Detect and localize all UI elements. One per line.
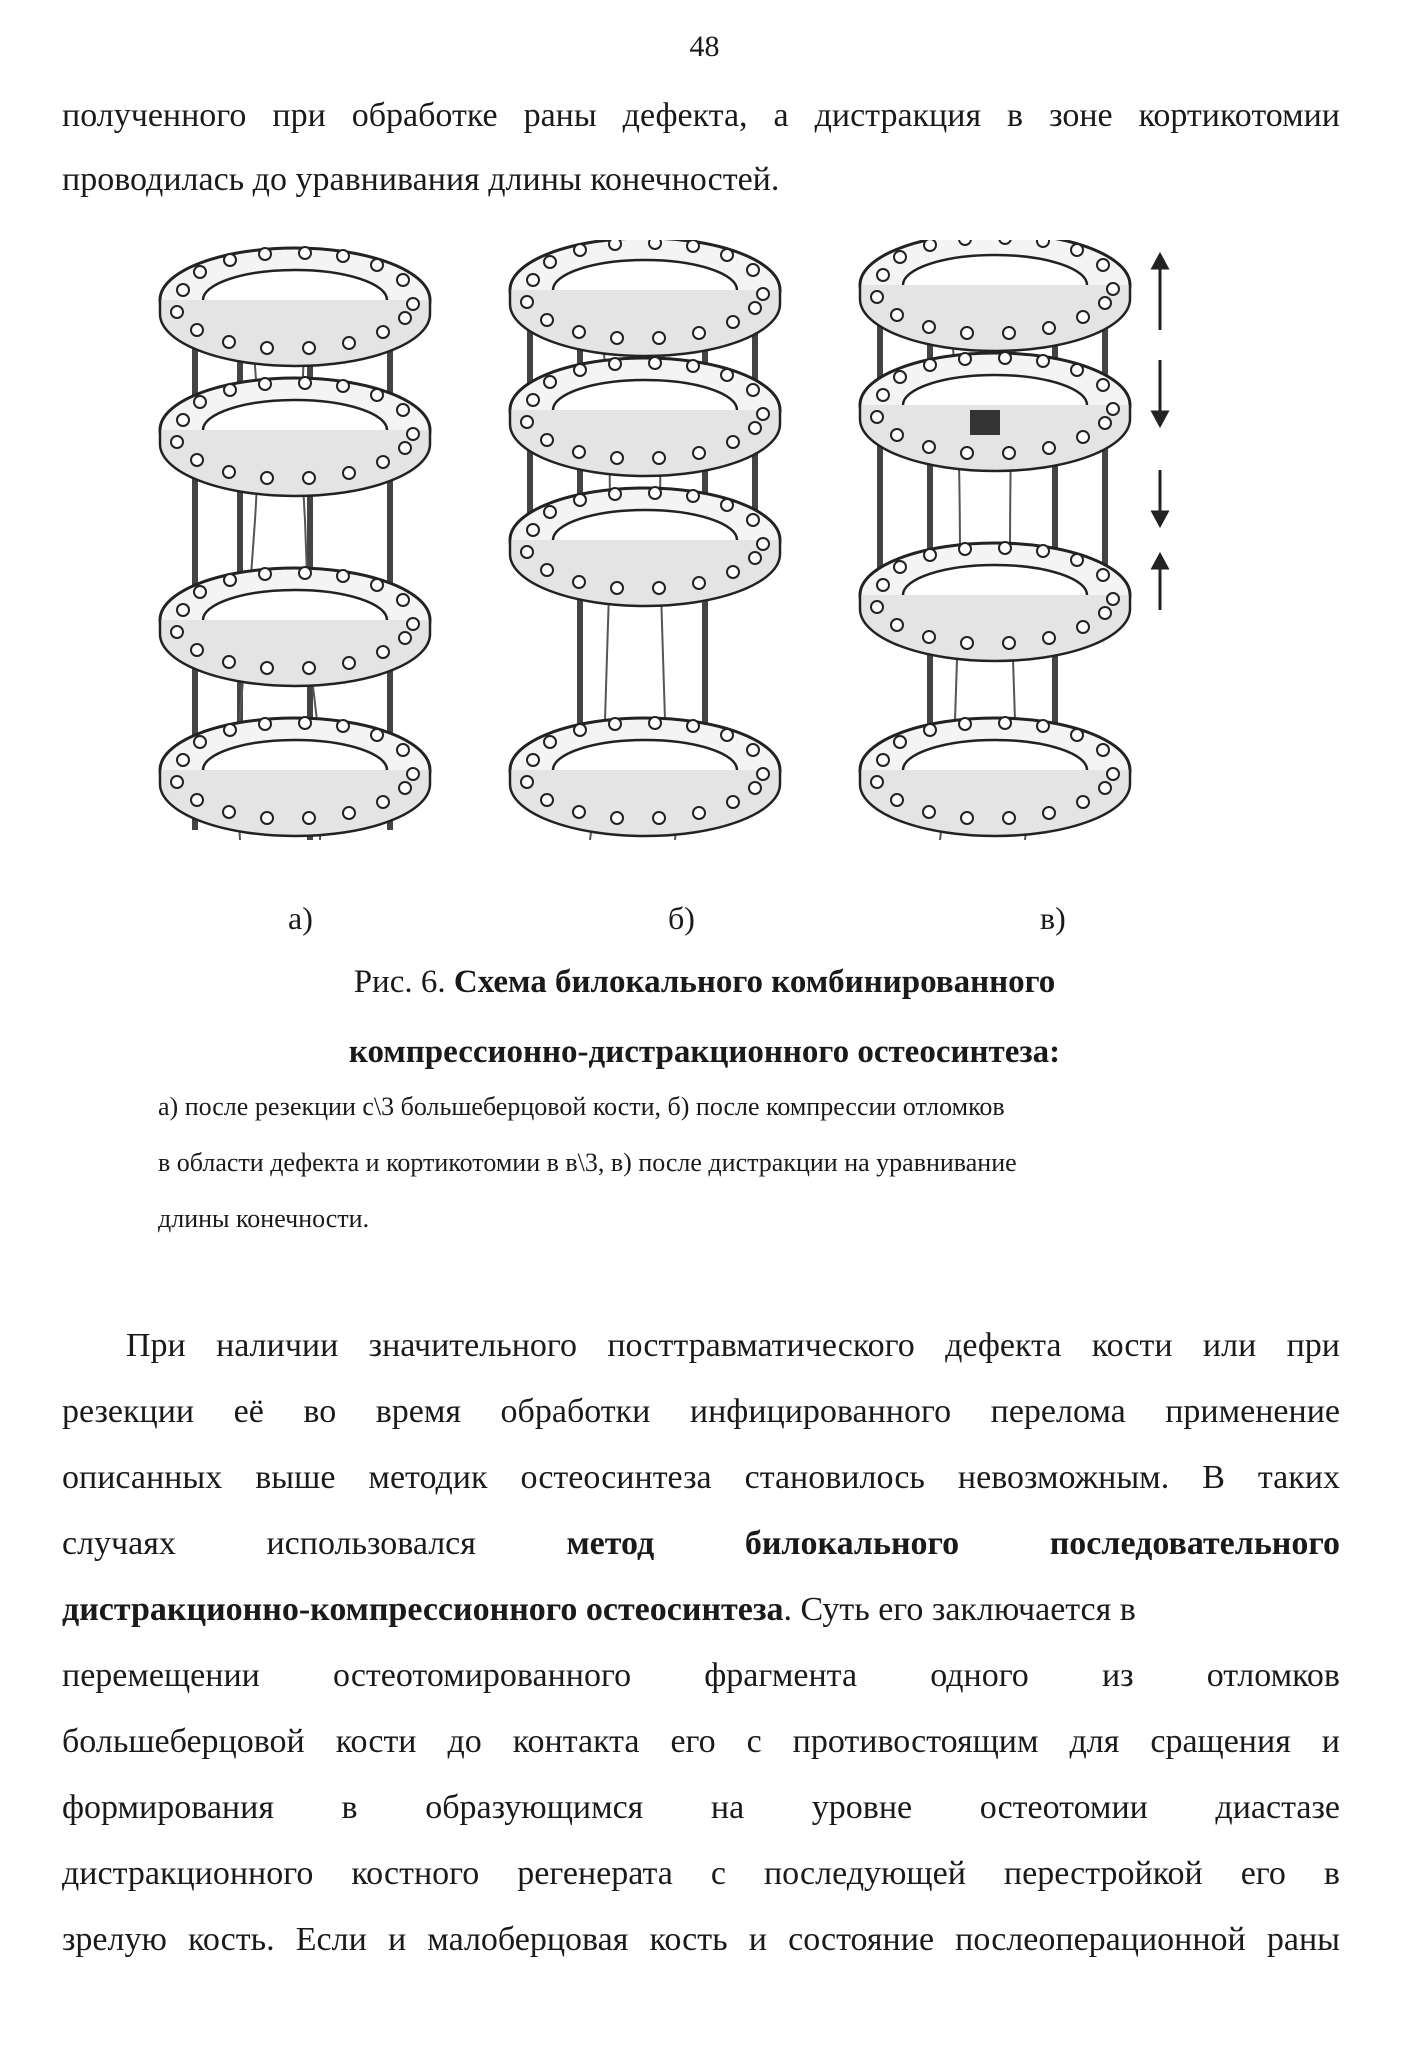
- body-line-4-term-1: метод: [566, 1525, 655, 1562]
- body-line-8: формирования в образующимся на уровне остеотомии диастазе: [62, 1789, 1340, 1826]
- figure-description-line-3: длины конечности.: [158, 1204, 370, 1233]
- body-line-5: [62, 1590, 1340, 1630]
- panel-label-c: в): [1040, 900, 1066, 936]
- intro-line-2: проводилась до уравнивания длины конечностей.: [62, 161, 780, 198]
- figure-description-line-2: в области дефекта и кортикотомии в в\3, в) после дистракции на уравнивание: [158, 1148, 1017, 1177]
- fixator-b: [510, 240, 780, 840]
- body-line-7: большеберцовой кости до контакта его с противостоящим для сращения и: [62, 1723, 1340, 1760]
- body-line-9: дистракционного костного регенерата с последующей перестройкой его в: [62, 1855, 1340, 1892]
- fixator-figure: [150, 240, 1250, 880]
- body-line-6: перемещении остеотомированного фрагмента одного из отломков: [62, 1657, 1340, 1694]
- body-line-2: резекции её во время обработки инфицированного перелома применение: [62, 1393, 1340, 1430]
- body-line-5-term: дистракционно-компрессионного остеосинтеза: [62, 1591, 784, 1628]
- body-line-4-term-2: билокального: [744, 1525, 960, 1562]
- panel-label-a: а): [288, 900, 313, 936]
- panel-label-b: б): [668, 900, 695, 936]
- figure-description-line-1: а) после резекции с\3 большеберцовой кости, б) после компрессии отломков: [158, 1092, 1005, 1121]
- fixator-c: [860, 240, 1167, 840]
- figure-caption-title: [0, 960, 1409, 1004]
- body-line-4-word-1: случаях: [62, 1525, 176, 1562]
- figure-caption-title-2: [0, 1030, 1409, 1074]
- fixator-a: [150, 247, 430, 840]
- page-number: 48: [689, 30, 720, 63]
- body-line-4-word-2: использовался: [266, 1525, 476, 1562]
- body-line-3: описанных выше методик остеосинтеза становилось невозможным. В таких: [62, 1459, 1340, 1496]
- body-line-4: [62, 1524, 1340, 1564]
- figure-caption-title-line-2: компрессионно-дистракционного остеосинтеза:: [348, 1034, 1061, 1070]
- body-line-5-text: . Суть его заключается в: [783, 1591, 1136, 1628]
- figure-caption-prefix: Рис. 6.: [353, 964, 446, 1000]
- figure-caption-title-line-1: Схема билокального комбинированного: [453, 964, 1056, 1000]
- intro-line-1: полученного при обработке раны дефекта, а дистракция в зоне кортикотомии: [62, 97, 1340, 134]
- body-line-4-term-3: последовательного: [1049, 1525, 1340, 1562]
- body-line-10: зрелую кость. Если и малоберцовая кость и состояние послеоперационной раны: [62, 1921, 1340, 1958]
- body-line-1: При наличии значительного посттравматического дефекта кости или при: [126, 1327, 1340, 1364]
